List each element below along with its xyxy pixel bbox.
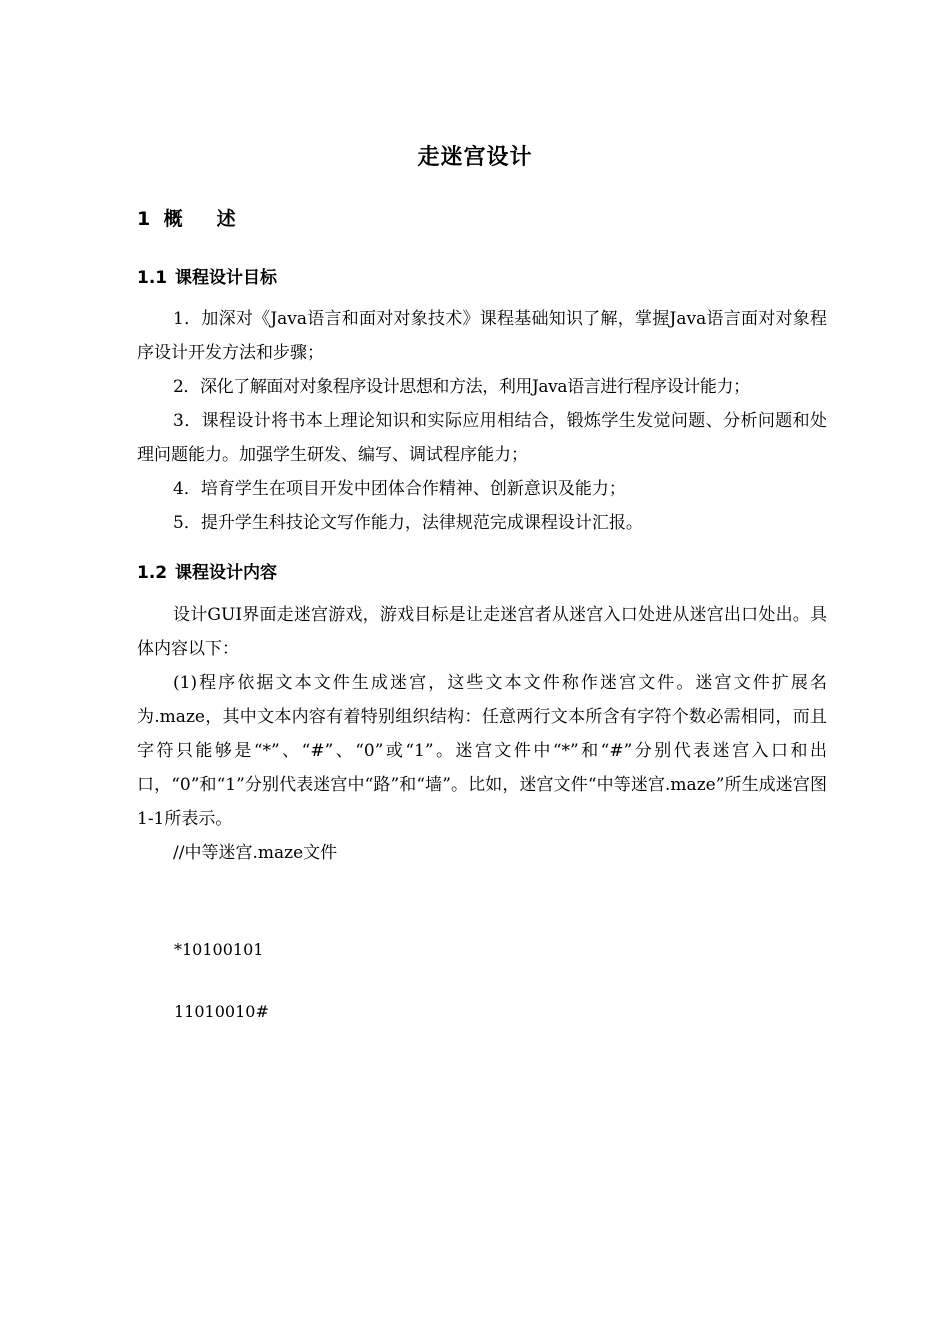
goal-item-2: 2．深化了解面对对象程序设计思想和方法，利用Java语言进行程序设计能力； xyxy=(173,377,750,397)
section-1-2-number: 1.2 xyxy=(137,563,168,583)
maze-code-line-2: 11010010# xyxy=(174,1002,269,1021)
section-1-heading xyxy=(137,204,270,231)
goal-item-3: 3．课程设计将书本上理论知识和实际应用相结合，锻炼学生发觉问题、分析问题和处理问题能力。加强学生研发、编写、调试程序能力； xyxy=(137,411,827,465)
goal-item-4: 4．培育学生在项目开发中团体合作精神、创新意识及能力； xyxy=(173,479,626,499)
section-1-title: 概述 xyxy=(163,208,270,230)
code-comment: //中等迷宫.maze文件 xyxy=(173,843,338,863)
section-1-1-body xyxy=(137,302,827,540)
section-1-1-number: 1.1 xyxy=(137,268,168,288)
goal-item-1: 1．加深对《Java语言和面对对象技术》课程基础知识了解，掌握Java语言面对对象程序设计开发方法和步骤； xyxy=(137,309,827,363)
content-intro-paragraph: 设计GUI界面走迷宫游戏，游戏目标是让走迷宫者从迷宫入口处进从迷宫出口处出。具体内容以下： xyxy=(137,605,827,659)
section-1-number: 1 xyxy=(137,208,151,230)
document-title: 走迷宫设计 xyxy=(417,145,533,170)
goal-item-5: 5．提升学生科技论文写作能力，法律规范完成课程设计汇报。 xyxy=(173,513,643,533)
content-maze-file-paragraph: (1)程序依据文本文件生成迷宫，这些文本文件称作迷宫文件。迷宫文件扩展名为.maze，其中文本内容有着特别组织结构：任意两行文本所含有字符个数必需相同，而且字符只能够是“*”、“#”、“0”或“1”。迷宫文件中“*”和“#”分别代表迷宫入口和出口，“0”和“1”分别代表迷宫中“路”和“墙”。比如，迷宫文件“中等迷宫.maze”所生成迷宫图1-1所表示。 xyxy=(137,673,827,829)
maze-code-line-1: *10100101 xyxy=(174,940,264,959)
section-1-1-heading xyxy=(137,263,277,288)
section-1-2-title: 课程设计内容 xyxy=(175,563,277,583)
section-1-2-body xyxy=(137,598,827,870)
section-1-1-title: 课程设计目标 xyxy=(175,268,277,288)
section-1-2-heading xyxy=(137,558,277,583)
